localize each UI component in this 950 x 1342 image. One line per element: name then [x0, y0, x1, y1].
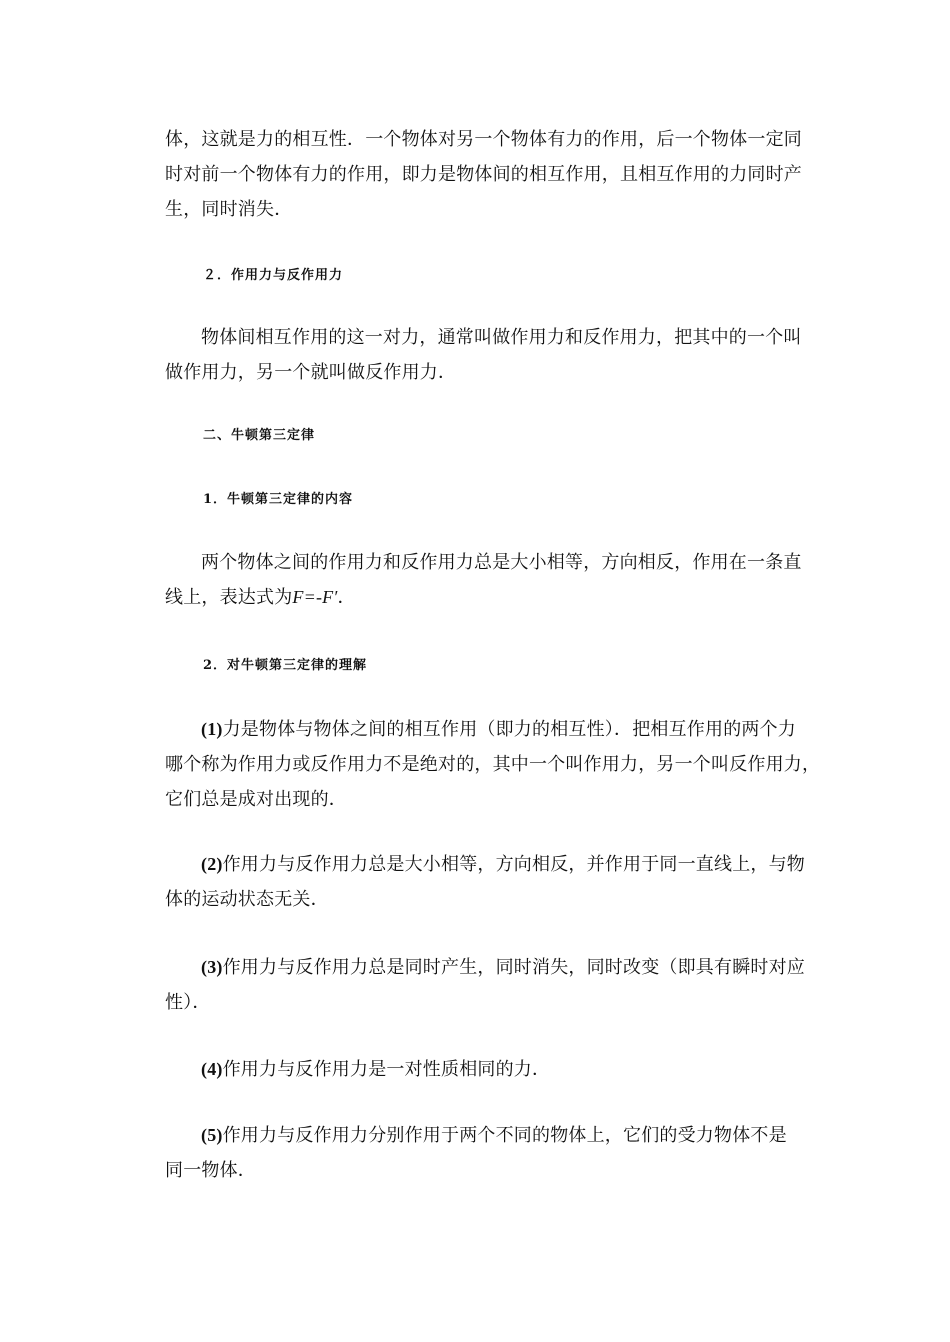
list-item-5 [165, 1118, 790, 1188]
subheading-law-content: 1．牛顿第三定律的内容 [203, 492, 354, 507]
text-line: 它们总是成对出现的． [165, 789, 347, 810]
list-item-4 [165, 1052, 790, 1087]
formula: F=-F′ [292, 587, 338, 607]
paragraph-interaction [165, 122, 802, 227]
item-number: (1) [201, 719, 223, 739]
text-line: 性）． [165, 992, 211, 1013]
item-number: (4) [201, 1059, 223, 1079]
text-line: 生，同时消失． [165, 199, 293, 220]
list-item-1 [165, 712, 821, 817]
text-line: (3)作用力与反作用力总是同时产生，同时消失，同时改变（即具有瞬时对应 [201, 957, 805, 978]
text-line: 同一物体． [165, 1160, 256, 1181]
text-line: 线上，表达式为F=-F′． [165, 587, 356, 608]
text-line: 哪个称为作用力或反作用力不是绝对的，其中一个叫作用力，另一个叫反作用力， [165, 754, 821, 775]
section-heading-third-law: 二、牛顿第三定律 [203, 428, 316, 443]
text-line: (4)作用力与反作用力是一对性质相同的力． [201, 1059, 551, 1080]
list-item-2 [165, 847, 805, 917]
text-line: 做作用力，另一个就叫做反作用力． [165, 362, 457, 383]
paragraph-law-statement [165, 545, 802, 615]
subheading-action-reaction: ２．作用力与反作用力 [203, 268, 344, 283]
text-line: (2)作用力与反作用力总是大小相等，方向相反，并作用于同一直线上，与物 [201, 854, 805, 875]
item-number: (5) [201, 1125, 223, 1145]
item-number: (3) [201, 957, 223, 977]
text-line: 体的运动状态无关． [165, 889, 329, 910]
paragraph-definition [165, 320, 802, 390]
text-line: 体，这就是力的相互性．一个物体对另一个物体有力的作用，后一个物体一定同 [165, 129, 802, 150]
text-line: 两个物体之间的作用力和反作用力总是大小相等，方向相反，作用在一条直 [201, 552, 802, 573]
item-number: (2) [201, 854, 223, 874]
text-line: (5)作用力与反作用力分别作用于两个不同的物体上，它们的受力物体不是 [201, 1125, 787, 1146]
text-line: 物体间相互作用的这一对力，通常叫做作用力和反作用力，把其中的一个叫 [201, 327, 802, 348]
subheading-law-understanding: 2．对牛顿第三定律的理解 [203, 658, 368, 673]
list-item-3 [165, 950, 805, 1020]
text-line: (1)力是物体与物体之间的相互作用（即力的相互性）．把相互作用的两个力 [201, 719, 796, 740]
text-line: 时对前一个物体有力的作用，即力是物体间的相互作用，且相互作用的力同时产 [165, 164, 802, 185]
